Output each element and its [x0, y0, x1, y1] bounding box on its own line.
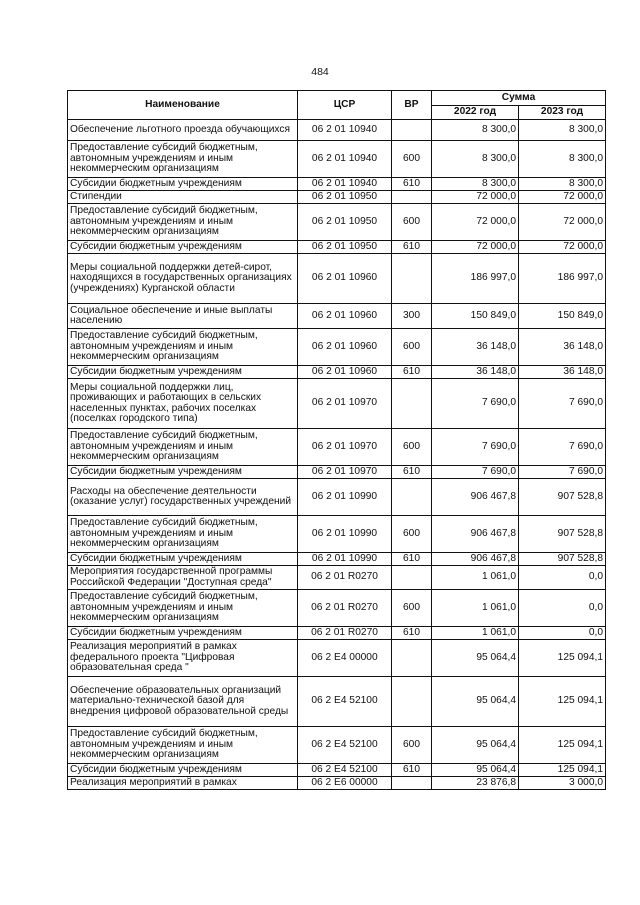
table-row — [68, 429, 606, 466]
row-sum-2023: 125 094,1 — [519, 764, 606, 777]
row-vr: 600 — [392, 329, 432, 366]
row-name: Субсидии бюджетным учреждениям — [68, 241, 298, 254]
row-sum-2023: 125 094,1 — [519, 727, 606, 764]
table-row — [68, 764, 606, 777]
row-csr: 06 2 01 10950 — [298, 191, 392, 204]
row-sum-2022: 95 064,4 — [432, 677, 519, 727]
row-sum-2022: 906 467,8 — [432, 479, 519, 516]
table-row — [68, 627, 606, 640]
row-vr — [392, 640, 432, 677]
row-vr: 600 — [392, 516, 432, 553]
row-sum-2023: 72 000,0 — [519, 191, 606, 204]
header-sum: Сумма — [432, 91, 606, 106]
row-csr: 06 2 01 10960 — [298, 329, 392, 366]
header-year-2022: 2022 год — [432, 106, 519, 120]
table-row — [68, 516, 606, 553]
row-sum-2023: 7 690,0 — [519, 466, 606, 479]
table-row — [68, 777, 606, 790]
row-csr: 06 2 01 R0270 — [298, 627, 392, 640]
row-sum-2022: 72 000,0 — [432, 204, 519, 241]
row-csr: 06 2 01 10990 — [298, 479, 392, 516]
row-name: Предоставление субсидий бюджетным, автономным учреждениям и иным некоммерческим организациям — [68, 141, 298, 178]
row-sum-2022: 95 064,4 — [432, 640, 519, 677]
table-row — [68, 178, 606, 191]
row-sum-2022: 36 148,0 — [432, 366, 519, 379]
row-sum-2022: 23 876,8 — [432, 777, 519, 790]
row-sum-2023: 72 000,0 — [519, 204, 606, 241]
table-row — [68, 466, 606, 479]
row-sum-2023: 0,0 — [519, 590, 606, 627]
table-row — [68, 366, 606, 379]
row-sum-2023: 125 094,1 — [519, 640, 606, 677]
row-csr: 06 2 01 R0270 — [298, 590, 392, 627]
row-name: Предоставление субсидий бюджетным, автономным учреждениям и иным некоммерческим организациям — [68, 329, 298, 366]
row-vr: 610 — [392, 466, 432, 479]
row-sum-2022: 1 061,0 — [432, 627, 519, 640]
row-csr: 06 2 E6 00000 — [298, 777, 392, 790]
row-sum-2022: 150 849,0 — [432, 304, 519, 329]
row-sum-2023: 0,0 — [519, 627, 606, 640]
row-name: Обеспечение льготного проезда обучающихся — [68, 120, 298, 141]
row-name: Стипендии — [68, 191, 298, 204]
row-sum-2022: 1 061,0 — [432, 566, 519, 590]
row-sum-2022: 186 997,0 — [432, 254, 519, 304]
table-row — [68, 566, 606, 590]
row-sum-2023: 36 148,0 — [519, 329, 606, 366]
row-sum-2022: 906 467,8 — [432, 516, 519, 553]
row-sum-2022: 95 064,4 — [432, 764, 519, 777]
row-sum-2022: 72 000,0 — [432, 241, 519, 254]
row-sum-2022: 7 690,0 — [432, 429, 519, 466]
table-row — [68, 553, 606, 566]
row-sum-2023: 186 997,0 — [519, 254, 606, 304]
row-sum-2023: 7 690,0 — [519, 429, 606, 466]
row-sum-2022: 7 690,0 — [432, 379, 519, 429]
row-sum-2023: 150 849,0 — [519, 304, 606, 329]
row-vr — [392, 120, 432, 141]
row-vr — [392, 379, 432, 429]
row-sum-2023: 907 528,8 — [519, 479, 606, 516]
row-vr — [392, 479, 432, 516]
row-csr: 06 2 01 10960 — [298, 254, 392, 304]
row-name: Предоставление субсидий бюджетным, автономным учреждениям и иным некоммерческим организациям — [68, 204, 298, 241]
row-vr: 600 — [392, 590, 432, 627]
row-vr: 610 — [392, 627, 432, 640]
row-name: Субсидии бюджетным учреждениям — [68, 466, 298, 479]
row-csr: 06 2 01 R0270 — [298, 566, 392, 590]
table-row — [68, 379, 606, 429]
row-sum-2023: 8 300,0 — [519, 120, 606, 141]
row-csr: 06 2 01 10950 — [298, 241, 392, 254]
row-csr: 06 2 01 10940 — [298, 178, 392, 191]
row-name: Субсидии бюджетным учреждениям — [68, 627, 298, 640]
row-sum-2023: 72 000,0 — [519, 241, 606, 254]
row-csr: 06 2 01 10960 — [298, 304, 392, 329]
row-sum-2022: 1 061,0 — [432, 590, 519, 627]
row-vr: 610 — [392, 241, 432, 254]
table-row — [68, 191, 606, 204]
table-row — [68, 304, 606, 329]
row-vr: 610 — [392, 764, 432, 777]
header-year-2023: 2023 год — [519, 106, 606, 120]
table-row — [68, 727, 606, 764]
row-name: Предоставление субсидий бюджетным, автономным учреждениям и иным некоммерческим организациям — [68, 590, 298, 627]
row-sum-2022: 906 467,8 — [432, 553, 519, 566]
row-vr: 600 — [392, 204, 432, 241]
row-csr: 06 2 01 10960 — [298, 366, 392, 379]
row-sum-2022: 36 148,0 — [432, 329, 519, 366]
row-sum-2023: 125 094,1 — [519, 677, 606, 727]
row-vr: 600 — [392, 429, 432, 466]
row-name: Меры социальной поддержки лиц, проживающих и работающих в сельских населенных пунктах, рабочих поселках (поселках городского типа) — [68, 379, 298, 429]
row-csr: 06 2 01 10990 — [298, 553, 392, 566]
row-name: Субсидии бюджетным учреждениям — [68, 553, 298, 566]
row-csr: 06 2 01 10950 — [298, 204, 392, 241]
row-name: Мероприятия государственной программы Российской Федерации "Доступная среда" — [68, 566, 298, 590]
table-row — [68, 204, 606, 241]
table-row — [68, 479, 606, 516]
row-name: Обеспечение образовательных организаций материально-технической базой для внедрения цифровой образовательной среды — [68, 677, 298, 727]
row-vr — [392, 677, 432, 727]
row-vr: 610 — [392, 553, 432, 566]
row-csr: 06 2 01 10990 — [298, 516, 392, 553]
row-name: Предоставление субсидий бюджетным, автономным учреждениям и иным некоммерческим организациям — [68, 516, 298, 553]
row-vr: 300 — [392, 304, 432, 329]
row-sum-2022: 72 000,0 — [432, 191, 519, 204]
row-vr: 610 — [392, 366, 432, 379]
row-csr: 06 2 01 10940 — [298, 141, 392, 178]
table-row — [68, 677, 606, 727]
row-sum-2022: 7 690,0 — [432, 466, 519, 479]
header-vr: ВР — [392, 91, 432, 120]
table-row — [68, 329, 606, 366]
row-csr: 06 2 E4 00000 — [298, 640, 392, 677]
row-csr: 06 2 E4 52100 — [298, 764, 392, 777]
row-csr: 06 2 01 10940 — [298, 120, 392, 141]
row-sum-2023: 0,0 — [519, 566, 606, 590]
header-csr: ЦСР — [298, 91, 392, 120]
row-name: Предоставление субсидий бюджетным, автономным учреждениям и иным некоммерческим организациям — [68, 727, 298, 764]
row-vr — [392, 191, 432, 204]
row-vr — [392, 777, 432, 790]
row-sum-2023: 907 528,8 — [519, 516, 606, 553]
table-row — [68, 241, 606, 254]
row-sum-2023: 907 528,8 — [519, 553, 606, 566]
row-name: Социальное обеспечение и иные выплаты населению — [68, 304, 298, 329]
row-sum-2022: 8 300,0 — [432, 141, 519, 178]
row-vr — [392, 566, 432, 590]
page-number: 484 — [311, 66, 329, 78]
row-csr: 06 2 01 10970 — [298, 379, 392, 429]
table-row — [68, 254, 606, 304]
row-sum-2023: 3 000,0 — [519, 777, 606, 790]
table-row — [68, 120, 606, 141]
row-name: Реализация мероприятий в рамках федерального проекта "Цифровая образовательная среда " — [68, 640, 298, 677]
row-vr: 600 — [392, 727, 432, 764]
row-csr: 06 2 E4 52100 — [298, 677, 392, 727]
row-csr: 06 2 E4 52100 — [298, 727, 392, 764]
row-csr: 06 2 01 10970 — [298, 429, 392, 466]
row-vr — [392, 254, 432, 304]
row-name: Предоставление субсидий бюджетным, автономным учреждениям и иным некоммерческим организациям — [68, 429, 298, 466]
row-name: Реализация мероприятий в рамках — [68, 777, 298, 790]
row-name: Субсидии бюджетным учреждениям — [68, 764, 298, 777]
table-row — [68, 640, 606, 677]
row-sum-2023: 7 690,0 — [519, 379, 606, 429]
row-sum-2023: 8 300,0 — [519, 141, 606, 178]
table-row — [68, 590, 606, 627]
budget-table — [67, 90, 606, 790]
row-name: Расходы на обеспечение деятельности (оказание услуг) государственных учреждений — [68, 479, 298, 516]
row-sum-2022: 8 300,0 — [432, 120, 519, 141]
row-sum-2022: 95 064,4 — [432, 727, 519, 764]
header-name: Наименование — [68, 91, 298, 120]
row-sum-2023: 36 148,0 — [519, 366, 606, 379]
row-vr: 600 — [392, 141, 432, 178]
row-name: Субсидии бюджетным учреждениям — [68, 178, 298, 191]
row-name: Меры социальной поддержки детей-сирот, находящихся в государственных организациях (учреждениях) Курганской области — [68, 254, 298, 304]
row-sum-2023: 8 300,0 — [519, 178, 606, 191]
row-csr: 06 2 01 10970 — [298, 466, 392, 479]
row-name: Субсидии бюджетным учреждениям — [68, 366, 298, 379]
row-vr: 610 — [392, 178, 432, 191]
row-sum-2022: 8 300,0 — [432, 178, 519, 191]
table-row — [68, 141, 606, 178]
